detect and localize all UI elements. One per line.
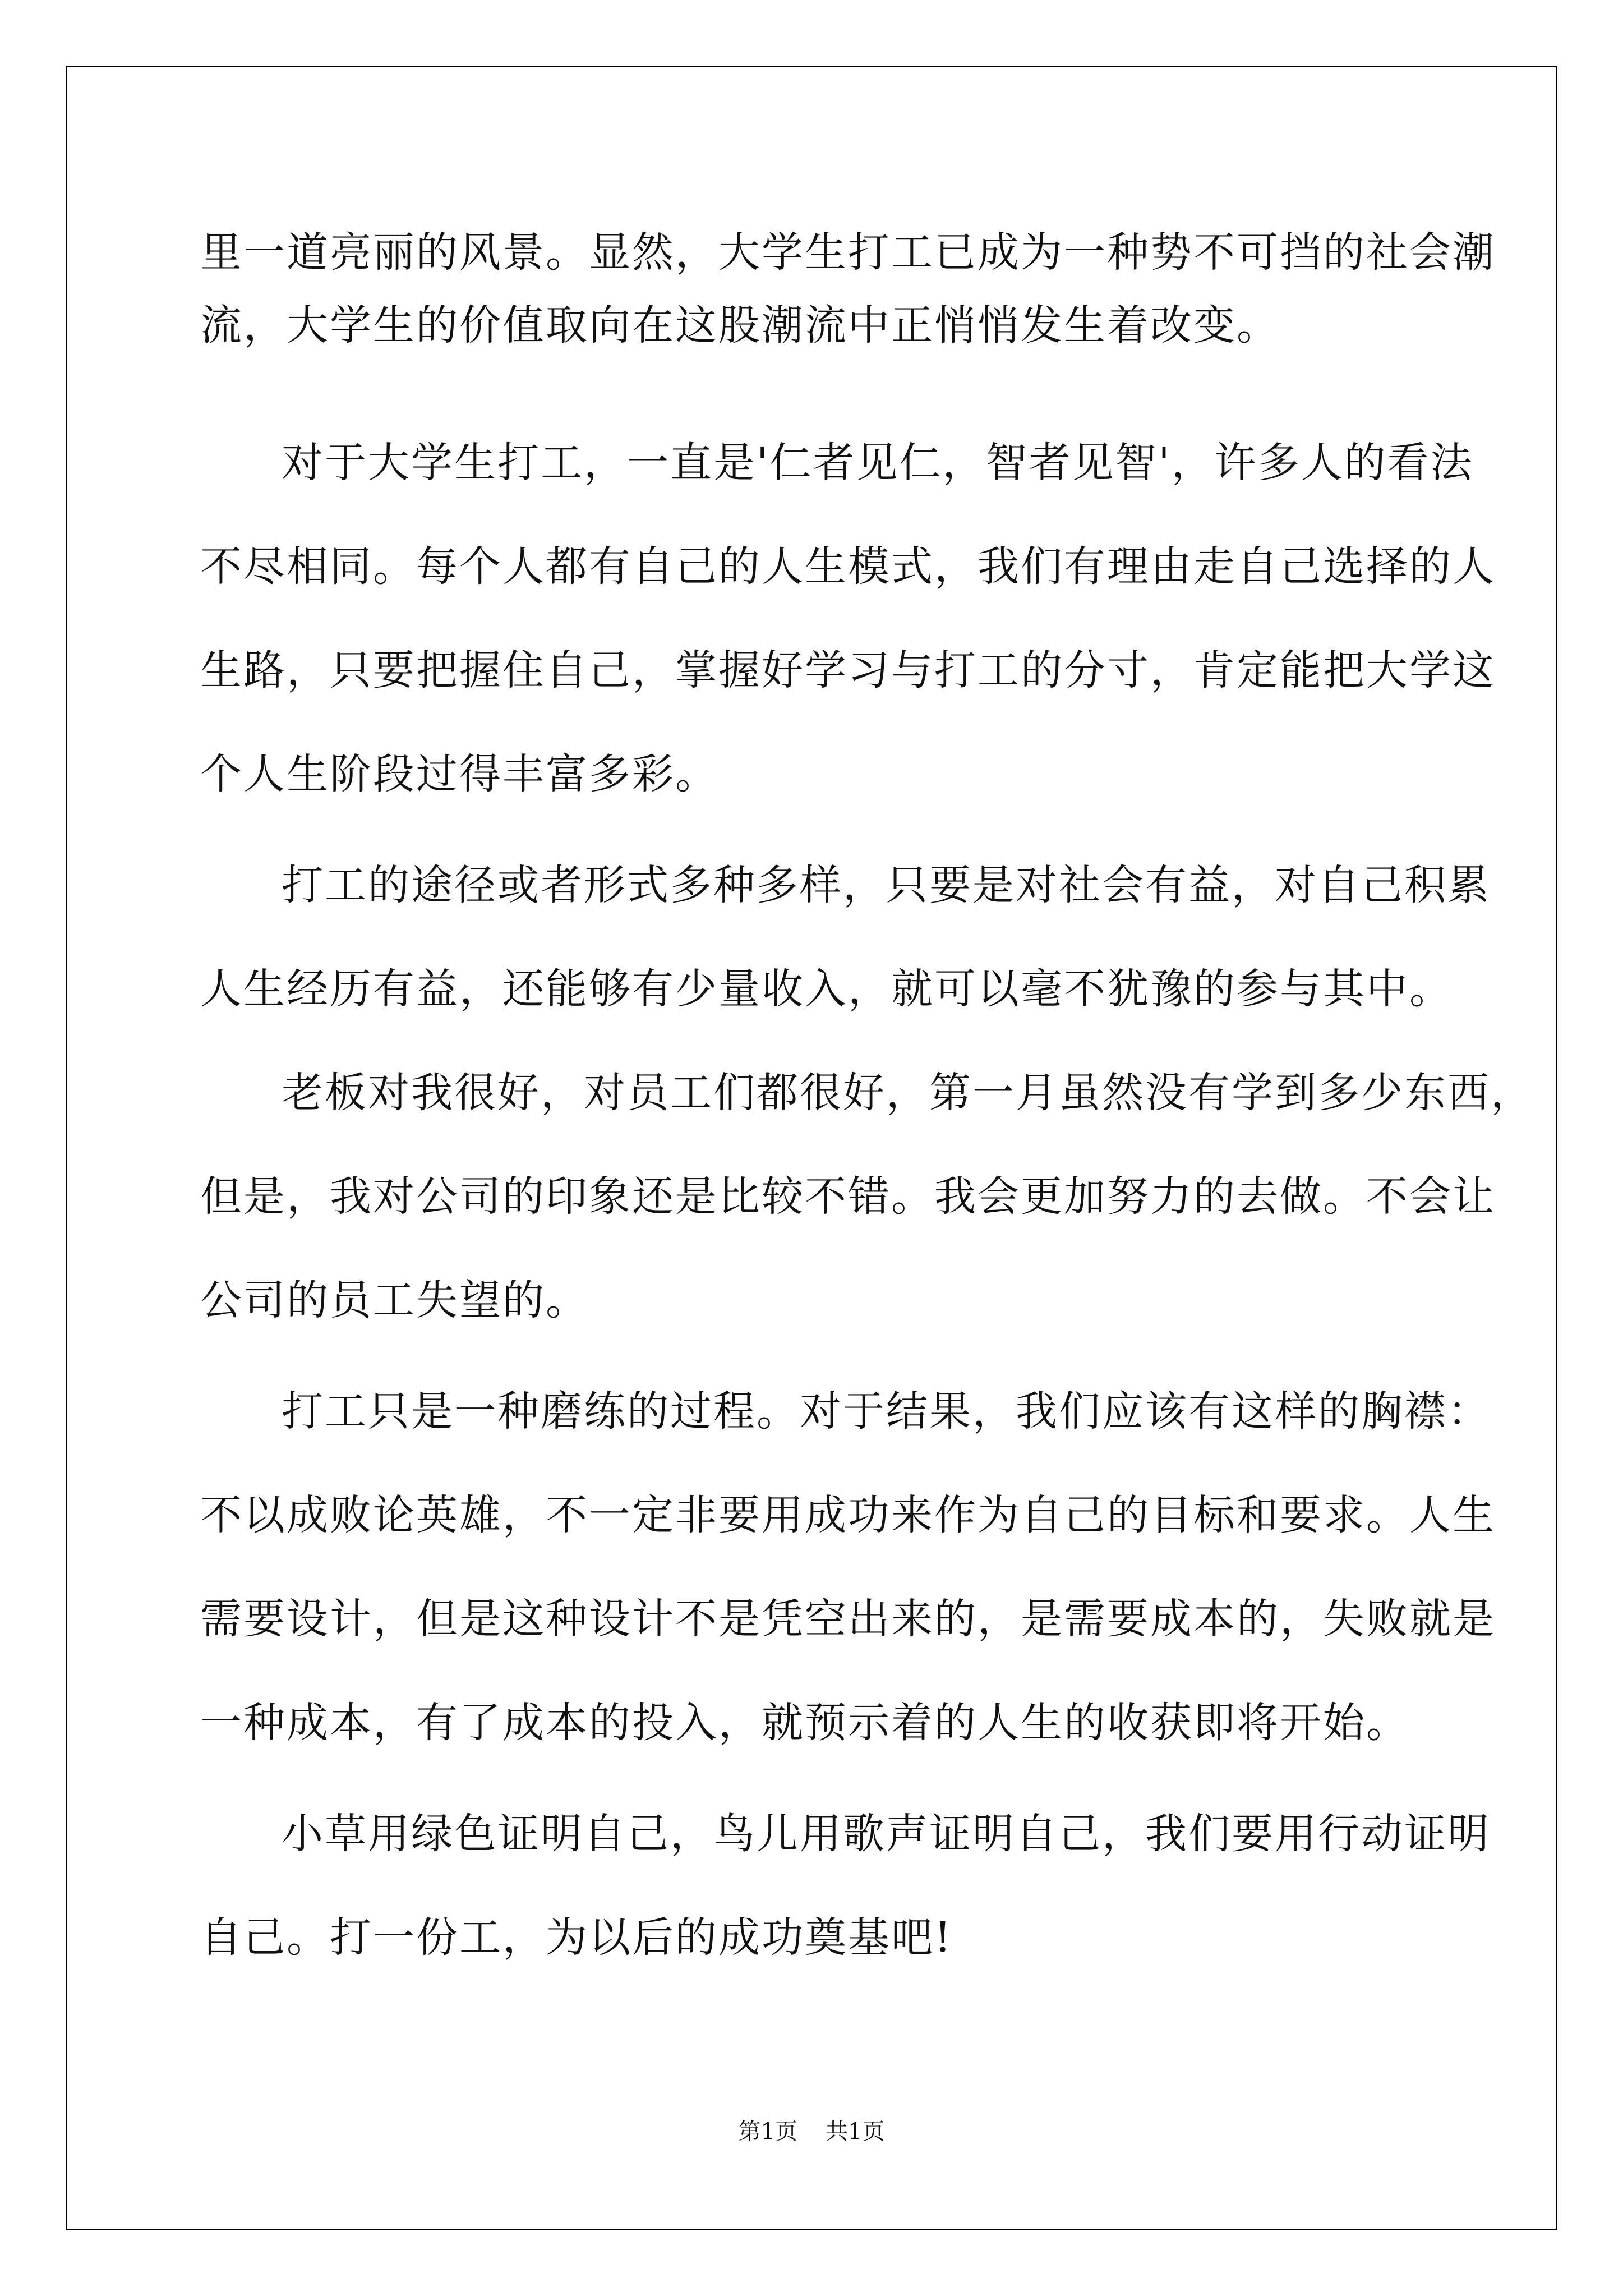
text-line: 不以成败论英雄，不一定非要用成功来作为自己的目标和要求。人生 <box>200 1491 1496 1539</box>
text-line: 不尽相同。每个人都有自己的人生模式，我们有理由走自己选择的人 <box>200 542 1496 591</box>
page-number: 第1页 <box>738 2119 797 2145</box>
text-line: 里一道亮丽的风景。显然，大学生打工已成为一种势不可挡的社会潮 <box>200 228 1496 277</box>
page-total: 共1页 <box>826 2119 885 2145</box>
text-line: 需要设计，但是这种设计不是凭空出来的，是需要成本的，失败就是 <box>200 1595 1496 1643</box>
text-line: 个人生阶段过得丰富多彩。 <box>200 750 718 798</box>
text-line: 人生经历有益，还能够有少量收入，就可以毫不犹豫的参与其中。 <box>200 965 1453 1013</box>
paragraph-first-line: 小草用绿色证明自己，鸟儿用歌声证明自己，我们要用行动证明 <box>282 1810 1491 1858</box>
text-line: 生路，只要把握住自己，掌握好学习与打工的分寸，肯定能把大学这 <box>200 646 1496 694</box>
paragraph-first-line: 打工的途径或者形式多种多样，只要是对社会有益，对自己积累 <box>282 861 1491 909</box>
paragraph-first-line: 老板对我很好，对员工们都很好，第一月虽然没有学到多少东西， <box>282 1069 1534 1117</box>
text-line: 自己。打一份工，为以后的成功奠基吧! <box>200 1913 953 1962</box>
text-line: 公司的员工失望的。 <box>200 1276 589 1324</box>
text-line: 流，大学生的价值取向在这股潮流中正悄悄发生着改变。 <box>200 301 1280 349</box>
page-footer <box>0 2115 1623 2148</box>
page-border <box>66 66 1557 2230</box>
text-line: 但是，我对公司的印象还是比较不错。我会更加努力的去做。不会让 <box>200 1172 1496 1221</box>
paragraph-first-line: 打工只是一种磨练的过程。对于结果，我们应该有这样的胸襟： <box>282 1387 1491 1435</box>
paragraph-first-line: 对于大学生打工，一直是'仁者见仁，智者见智'，许多人的看法 <box>282 439 1474 487</box>
text-line: 一种成本，有了成本的投入，就预示着的人生的收获即将开始。 <box>200 1699 1409 1747</box>
